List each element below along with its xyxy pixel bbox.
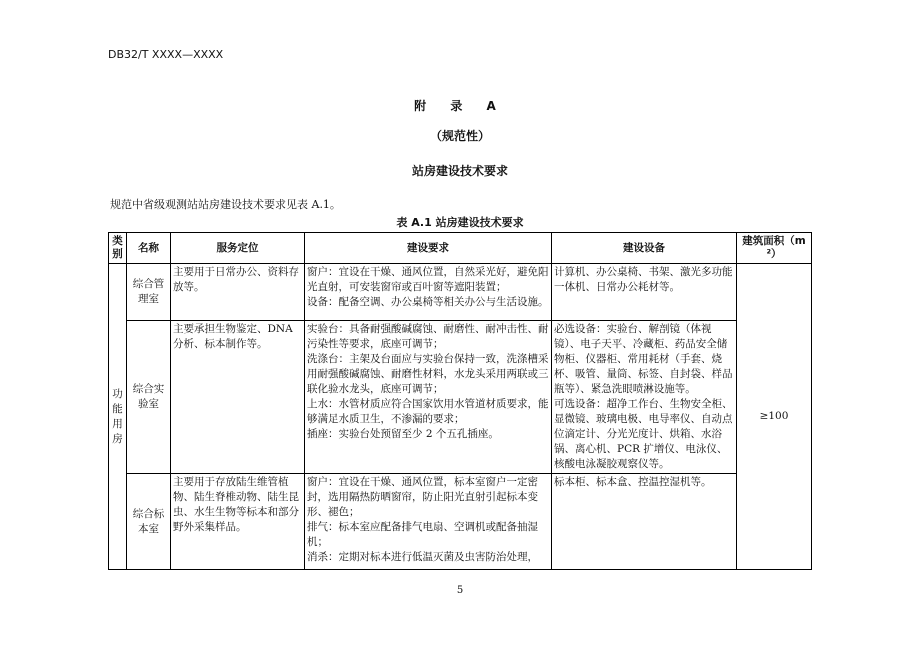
area-cell: ≥100 (737, 264, 812, 570)
header-category: 类别 (109, 233, 127, 264)
header-positioning: 服务定位 (171, 233, 305, 264)
requirement-item: 窗户：宜设在干燥、通风位置，自然采光好，避免阳光直射，可安装窗帘或百叶窗等遮阳装置； (307, 266, 549, 293)
room-positioning: 主要用于存放陆生维管植物、陆生脊椎动物、陆生昆虫、水生生物等标本和部分野外采集样品。 (171, 474, 305, 570)
equipment-item: 必选设备：实验台、解剖镜（体视镜）、电子天平、冷藏柜、药品安全储物柜、仪器柜、常用耗材（手套、烧杯、吸管、量筒、标签、自封袋、样品瓶等）、紧急洗眼喷淋设施等。 (554, 323, 733, 395)
equipment-item: 可选设备：超净工作台、生物安全柜、显微镜、玻璃电极、电导率仪、自动点位滴定计、分光光度计、烘箱、水浴锅、离心机、PCR 扩增仪、电泳仪、核酸电泳凝胶观察仪等。 (554, 398, 733, 470)
header-name: 名称 (127, 233, 171, 264)
room-positioning: 主要承担生物鉴定、DNA分析、标本制作等。 (171, 321, 305, 474)
room-name: 综合管理室 (127, 264, 171, 321)
table-header-row (109, 233, 812, 264)
appendix-title: 附 录 A (414, 99, 506, 113)
intro-paragraph: 规范中省级观测站站房建设技术要求见表 A.1。 (110, 198, 341, 211)
requirement-item: 实验台：具备耐强酸碱腐蚀、耐磨性、耐冲击性、耐污染性等要求，底座可调节； (307, 323, 549, 350)
requirement-item: 设备：配备空调、办公桌椅等相关办公与生活设施。 (307, 296, 549, 308)
equipment-item: 标本柜、标本盒、控温控湿机等。 (554, 476, 712, 488)
requirement-item: 插座：实验台处预留至少 2 个五孔插座。 (307, 428, 499, 440)
requirement-item: 排气：标本室应配备排气电扇、空调机或配备抽湿机； (307, 521, 538, 548)
requirement-item: 洗涤台：主架及台面应与实验台保持一致，洗涤槽采用耐强酸碱腐蚀、耐磨性材料，水龙头采用两联或三联化验水龙头，底座可调节； (307, 353, 549, 395)
room-equipment (552, 264, 737, 321)
requirement-item: 消杀：定期对标本进行低温灭菌及虫害防治处理， (307, 551, 538, 563)
room-requirements (305, 264, 552, 321)
section-title: 站房建设技术要求 (411, 164, 508, 178)
requirement-item: 窗户：宜设在干燥、通风位置，标本室窗户一定密封，选用隔热防晒窗帘，防止阳光直射引起标本变形、褪色； (307, 476, 538, 518)
header-area: 建筑面积（m²） (737, 233, 812, 264)
room-requirements (305, 474, 552, 570)
equipment-item: 计算机、办公桌椅、书架、激光多功能一体机、日常办公耗材等。 (554, 266, 733, 293)
header-equipment: 建设设备 (552, 233, 737, 264)
normative-label: （规范性） (429, 129, 490, 143)
room-equipment (552, 321, 737, 474)
table-row (109, 321, 812, 474)
header-requirements: 建设要求 (305, 233, 552, 264)
table-row (109, 474, 812, 570)
room-name: 综合标本室 (127, 474, 171, 570)
document-code: DB32/T XXXX—XXXX (108, 48, 224, 61)
table-row (109, 264, 812, 321)
category-cell: 功能用房 (109, 264, 127, 570)
room-requirements (305, 321, 552, 474)
table-caption: 表 A.1 站房建设技术要求 (396, 216, 524, 229)
room-positioning: 主要用于日常办公、资料存放等。 (171, 264, 305, 321)
page-number: 5 (456, 585, 464, 596)
requirements-table (108, 232, 812, 570)
requirement-item: 上水：水管材质应符合国家饮用水管道材质要求，能够满足水质卫生，不渗漏的要求； (307, 398, 549, 425)
room-equipment (552, 474, 737, 570)
room-name: 综合实验室 (127, 321, 171, 474)
